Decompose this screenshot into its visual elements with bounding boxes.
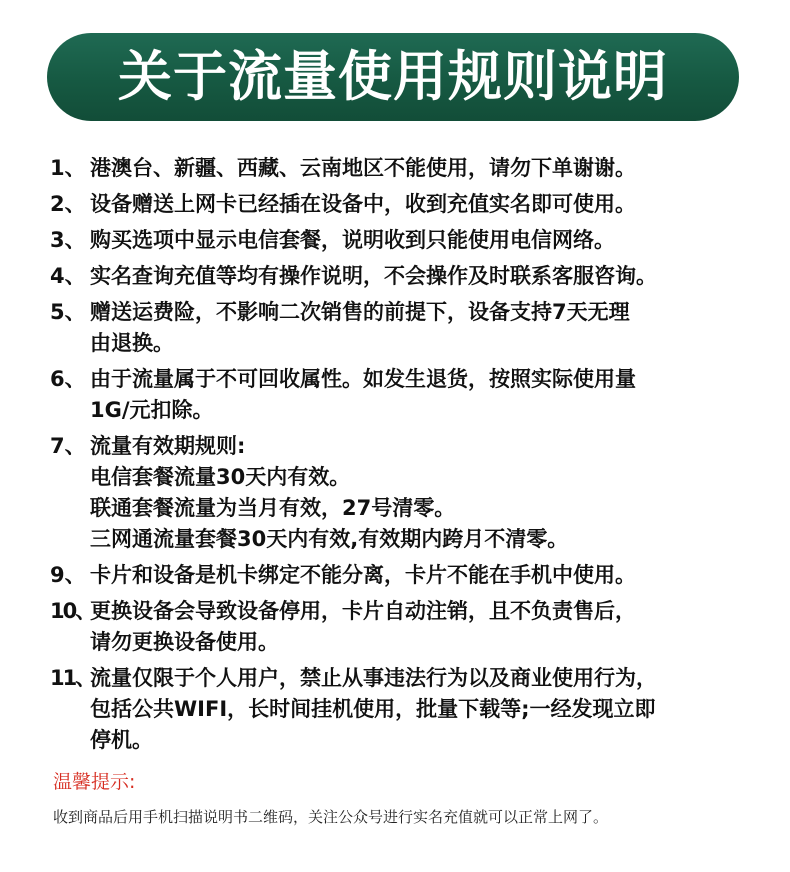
page-title: 关于流量使用规则说明 bbox=[118, 45, 668, 108]
title-banner bbox=[47, 33, 739, 121]
rule-line: 购买选项中显示电信套餐，说明收到只能使用电信网络。 bbox=[90, 228, 615, 252]
rule-item bbox=[50, 663, 770, 756]
rule-body bbox=[90, 153, 770, 184]
rule-item bbox=[50, 189, 770, 220]
rule-body bbox=[90, 560, 770, 591]
rule-body bbox=[90, 431, 770, 555]
rule-number: 4、 bbox=[50, 264, 86, 288]
rule-line: 电信套餐流量30天内有效。 bbox=[90, 465, 351, 489]
rule-line: 三网通流量套餐30天内有效,有效期内跨月不清零。 bbox=[90, 527, 569, 551]
rule-line: 1G/元扣除。 bbox=[90, 398, 214, 422]
rule-line: 包括公共WIFI，长时间挂机使用，批量下载等;一经发现立即 bbox=[90, 697, 656, 721]
rule-number: 7、 bbox=[50, 434, 86, 458]
rule-line: 停机。 bbox=[90, 728, 153, 752]
rule-item bbox=[50, 153, 770, 184]
rule-line: 由退换。 bbox=[90, 331, 174, 355]
rule-number: 6、 bbox=[50, 367, 86, 391]
rule-line: 实名查询充值等均有操作说明，不会操作及时联系客服咨询。 bbox=[90, 264, 657, 288]
rule-line: 流量仅限于个人用户，禁止从事违法行为以及商业使用行为， bbox=[90, 666, 657, 690]
rule-body bbox=[90, 261, 770, 292]
rule-body bbox=[90, 189, 770, 220]
rule-line: 港澳台、新疆、西藏、云南地区不能使用，请勿下单谢谢。 bbox=[90, 156, 636, 180]
rule-line: 更换设备会导致设备停用，卡片自动注销，且不负责售后， bbox=[90, 599, 636, 623]
tips-section bbox=[53, 768, 773, 828]
rule-line: 由于流量属于不可回收属性。如发生退货，按照实际使用量 bbox=[90, 367, 636, 391]
rule-line: 流量有效期规则: bbox=[90, 434, 246, 458]
tips-title: 温馨提示: bbox=[53, 771, 136, 793]
rule-body bbox=[90, 225, 770, 256]
rule-number: 11、 bbox=[50, 666, 95, 690]
rule-item bbox=[50, 596, 770, 658]
rules-list bbox=[50, 153, 770, 761]
rule-body bbox=[90, 297, 770, 359]
rule-body bbox=[90, 596, 770, 658]
rule-body bbox=[90, 663, 770, 756]
rule-line: 卡片和设备是机卡绑定不能分离，卡片不能在手机中使用。 bbox=[90, 563, 636, 587]
rule-number: 5、 bbox=[50, 300, 86, 324]
rule-item bbox=[50, 364, 770, 426]
rule-item bbox=[50, 225, 770, 256]
rule-body bbox=[90, 364, 770, 426]
rule-number: 2、 bbox=[50, 192, 86, 216]
rule-number: 9、 bbox=[50, 563, 86, 587]
rule-item bbox=[50, 297, 770, 359]
rule-item bbox=[50, 261, 770, 292]
rule-line: 联通套餐流量为当月有效，27号清零。 bbox=[90, 496, 456, 520]
rule-item bbox=[50, 431, 770, 555]
rule-number: 1、 bbox=[50, 156, 86, 180]
rule-line: 设备赠送上网卡已经插在设备中，收到充值实名即可使用。 bbox=[90, 192, 636, 216]
tips-text: 收到商品后用手机扫描说明书二维码，关注公众号进行实名充值就可以正常上网了。 bbox=[53, 808, 609, 826]
rule-line: 请勿更换设备使用。 bbox=[90, 630, 279, 654]
rule-number: 3、 bbox=[50, 228, 86, 252]
rule-line: 赠送运费险，不影响二次销售的前提下，设备支持7天无理 bbox=[90, 300, 630, 324]
rule-item bbox=[50, 560, 770, 591]
rule-number: 10、 bbox=[50, 599, 95, 623]
